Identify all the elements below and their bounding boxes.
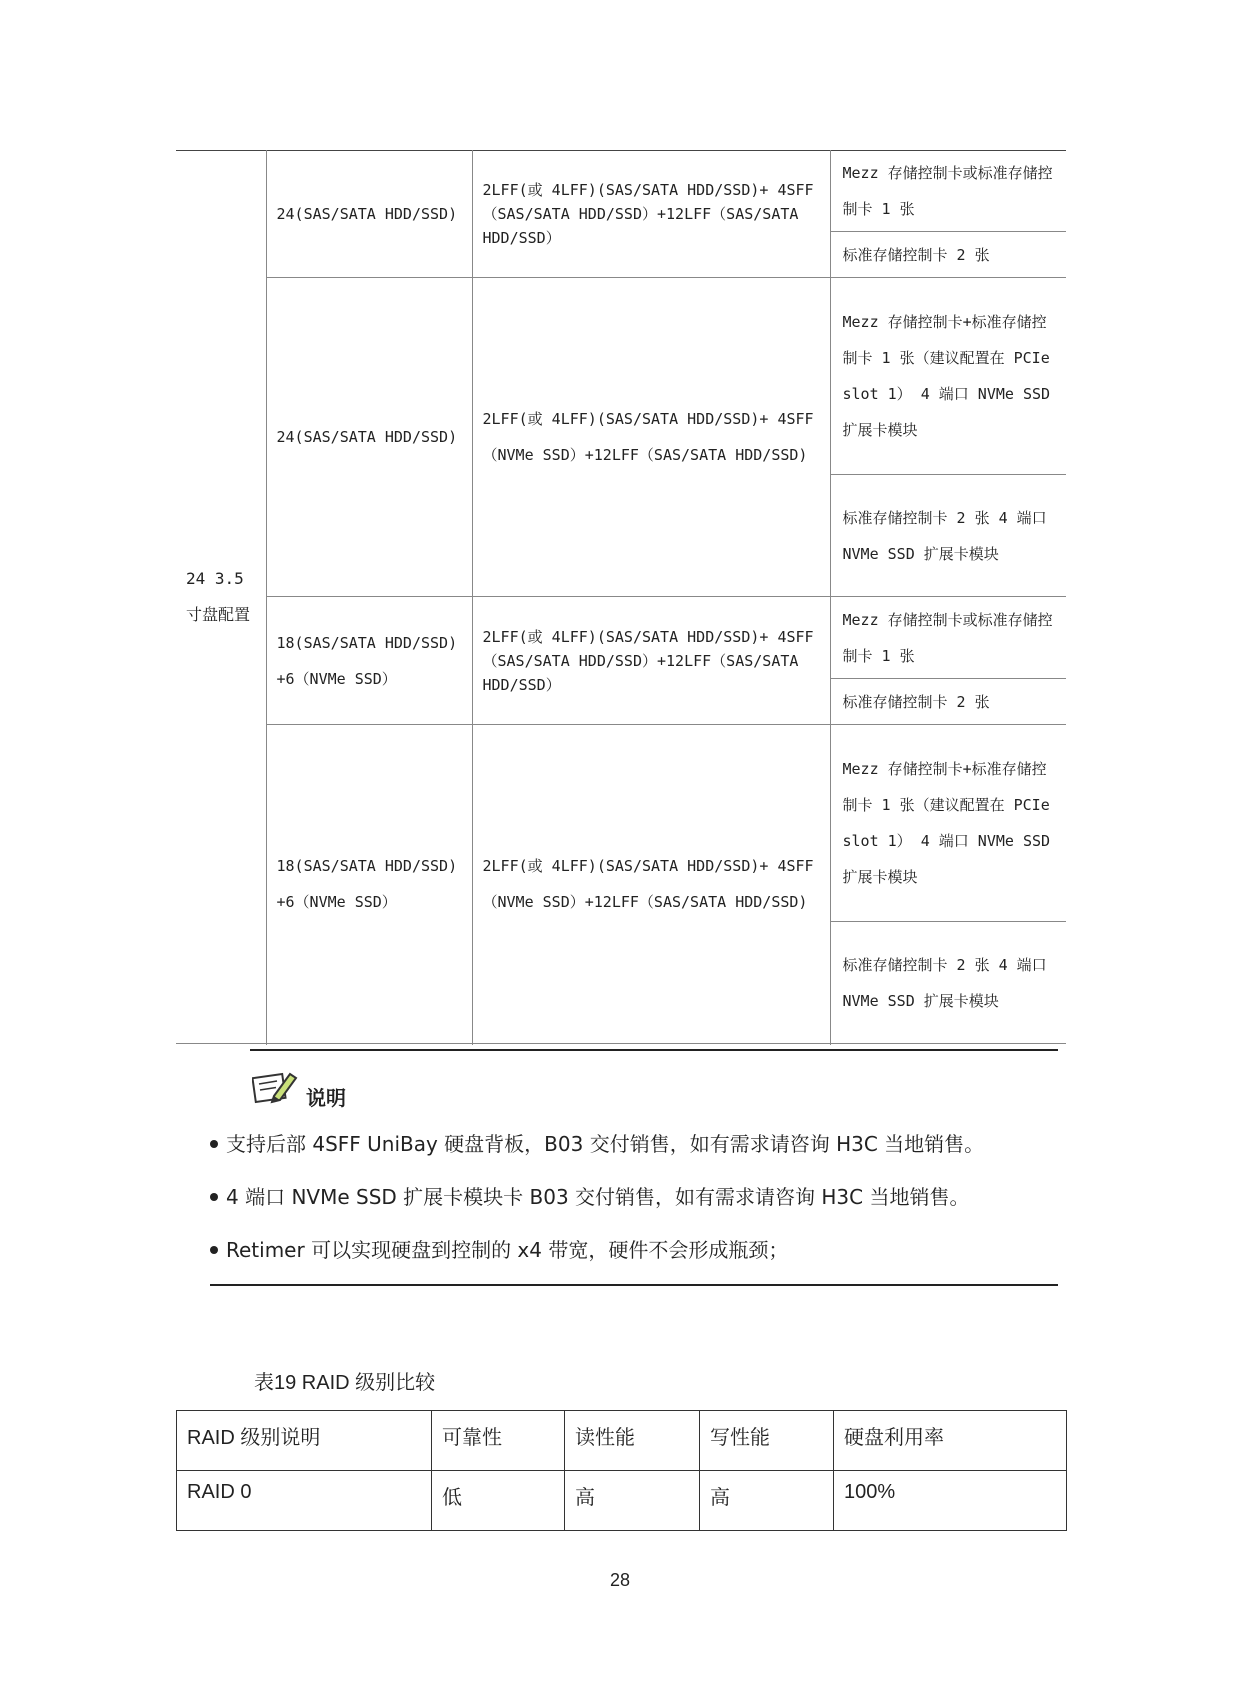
layout-cell	[472, 597, 830, 725]
controller-cell: Mezz 存储控制卡+标准存储控制卡 1 张（建议配置在 PCIe slot 1） 4 端口 NVMe SSD 扩展卡模块	[830, 278, 1066, 475]
disk-cell: 24(SAS/SATA HDD/SSD)	[266, 151, 472, 278]
raid-row	[177, 1471, 1067, 1531]
layout-line: 2LFF(或 4LFF)(SAS/SATA HDD/SSD)+ 4SFF	[482, 627, 814, 646]
bullet-icon	[210, 1246, 218, 1254]
config-table	[176, 150, 1066, 1044]
controller-cell: Mezz 存储控制卡+标准存储控制卡 1 张（建议配置在 PCIe slot 1） 4 端口 NVMe SSD 扩展卡模块	[830, 725, 1066, 922]
raid-cell: 低	[432, 1471, 565, 1531]
controller-cell: 标准存储控制卡 2 张	[830, 232, 1066, 278]
layout-line: （SAS/SATA HDD/SSD）+12LFF（SAS/SATA	[482, 205, 799, 223]
config-row	[176, 725, 1066, 922]
layout-cell: 2LFF(或 4LFF)(SAS/SATA HDD/SSD)+ 4SFF （NVMe SSD）+12LFF（SAS/SATA HDD/SSD)	[472, 278, 830, 597]
controller-cell: Mezz 存储控制卡或标准存储控制卡 1 张	[830, 151, 1066, 232]
raid-header-row	[177, 1411, 1067, 1471]
layout-cell: 2LFF(或 4LFF)(SAS/SATA HDD/SSD)+ 4SFF （NVMe SSD）+12LFF（SAS/SATA HDD/SSD)	[472, 725, 830, 1044]
raid-header-cell: 读性能	[565, 1411, 700, 1471]
note-item	[210, 1181, 969, 1210]
config-row	[176, 597, 1066, 679]
note-item	[210, 1128, 984, 1157]
config-row	[176, 278, 1066, 475]
controller-cell: Mezz 存储控制卡或标准存储控制卡 1 张	[830, 597, 1066, 679]
table-caption: 表19 RAID 级别比较	[254, 1372, 436, 1394]
note-top-rule	[250, 1049, 1058, 1051]
note-item-text: 支持后部 4SFF UniBay 硬盘背板，B03 交付销售，如有需求请咨询 H3C 当地销售。	[226, 1132, 985, 1156]
group-label: 24 3.5 寸盘配置	[176, 151, 266, 1044]
raid-header-cell: 硬盘利用率	[834, 1411, 1067, 1471]
note-title: 说明	[306, 1086, 346, 1110]
raid-header-cell: RAID 级别说明	[177, 1411, 432, 1471]
controller-cell: 标准存储控制卡 2 张 4 端口 NVMe SSD 扩展卡模块	[830, 475, 1066, 597]
disk-cell: 18(SAS/SATA HDD/SSD) +6（NVMe SSD）	[266, 725, 472, 1044]
controller-cell: 标准存储控制卡 2 张	[830, 679, 1066, 725]
bullet-icon	[210, 1140, 218, 1148]
note-item	[210, 1234, 788, 1263]
disk-cell: 24(SAS/SATA HDD/SSD)	[266, 278, 472, 597]
note-item-text: 4 端口 NVMe SSD 扩展卡模块卡 B03 交付销售，如有需求请咨询 H3C 当地销售。	[226, 1185, 970, 1209]
note-item-text: Retimer 可以实现硬盘到控制的 x4 带宽，硬件不会形成瓶颈；	[226, 1238, 789, 1262]
raid-cell: RAID 0	[177, 1471, 432, 1531]
raid-header-cell: 可靠性	[432, 1411, 565, 1471]
layout-line: HDD/SSD）	[482, 675, 561, 694]
bullet-icon	[210, 1193, 218, 1201]
layout-line: 2LFF(或 4LFF)(SAS/SATA HDD/SSD)+ 4SFF	[482, 181, 814, 199]
page-number: 28	[609, 1570, 631, 1590]
raid-cell: 高	[700, 1471, 834, 1531]
layout-line: HDD/SSD）	[482, 229, 561, 247]
layout-line: （SAS/SATA HDD/SSD）+12LFF（SAS/SATA	[482, 651, 799, 670]
controller-cell: 标准存储控制卡 2 张 4 端口 NVMe SSD 扩展卡模块	[830, 922, 1066, 1044]
raid-cell: 100%	[834, 1471, 1067, 1531]
raid-header-cell: 写性能	[700, 1411, 834, 1471]
note-pencil-icon	[252, 1068, 298, 1108]
raid-cell: 高	[565, 1471, 700, 1531]
disk-cell: 18(SAS/SATA HDD/SSD) +6（NVMe SSD）	[266, 597, 472, 725]
config-row	[176, 151, 1066, 232]
note-bottom-rule	[210, 1284, 1058, 1286]
layout-cell	[472, 151, 830, 278]
raid-table	[176, 1410, 1067, 1531]
